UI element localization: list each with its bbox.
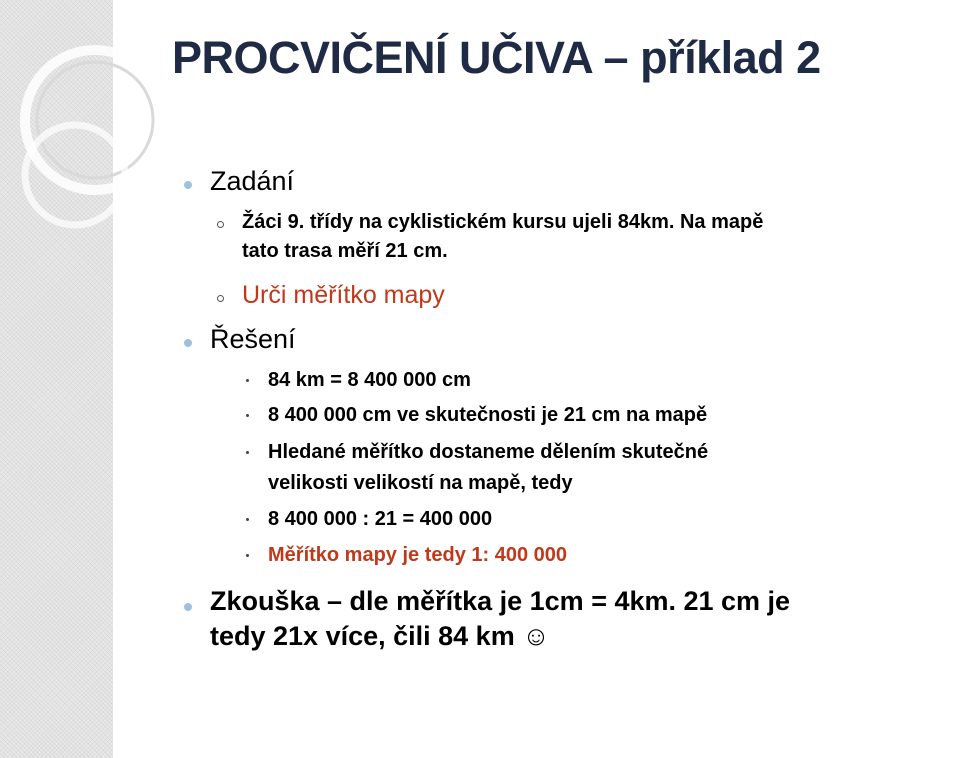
reseni-label: Řešení (210, 324, 296, 354)
zadani-label: Zadání (210, 166, 295, 196)
bullet-step2 (246, 414, 249, 417)
reseni-step3-line1: Hledané měřítko dostaneme dělením skutečné (268, 441, 709, 463)
decorative-rings-graphic (0, 0, 200, 300)
bullet-step3 (246, 451, 249, 454)
bullet-step4 (246, 518, 249, 521)
zkouska-line2: tedy 21x více, čili 84 km ☺ (210, 621, 550, 651)
reseni-step4: 8 400 000 : 21 = 400 000 (268, 508, 493, 530)
reseni-step3-line2: velikosti velikostí na mapě, tedy (268, 472, 573, 494)
bullet-step1 (246, 379, 249, 382)
reseni-result: Měřítko mapy je tedy 1: 400 000 (268, 544, 568, 566)
bullet-zadani-text (217, 221, 224, 228)
zkouska-line1: Zkouška – dle měřítka je 1cm = 4km. 21 cm je (210, 586, 791, 616)
bullet-zadani-task (217, 295, 224, 302)
zadani-text-line1: Žáci 9. třídy na cyklistickém kursu ujeli 84km. Na mapě (242, 211, 764, 233)
page-title: PROCVIČENÍ UČIVA – příklad 2 (172, 32, 821, 83)
reseni-step2: 8 400 000 cm ve skutečnosti je 21 cm na mapě (268, 404, 708, 426)
zadani-text-line2: tato trasa měří 21 cm. (242, 240, 448, 262)
bullet-zadani (184, 181, 192, 189)
bullet-zkouska (184, 603, 192, 611)
zadani-task: Urči měřítko mapy (242, 281, 445, 309)
bullet-reseni (184, 339, 192, 347)
bullet-result (246, 554, 249, 557)
reseni-step1: 84 km = 8 400 000 cm (268, 369, 471, 391)
